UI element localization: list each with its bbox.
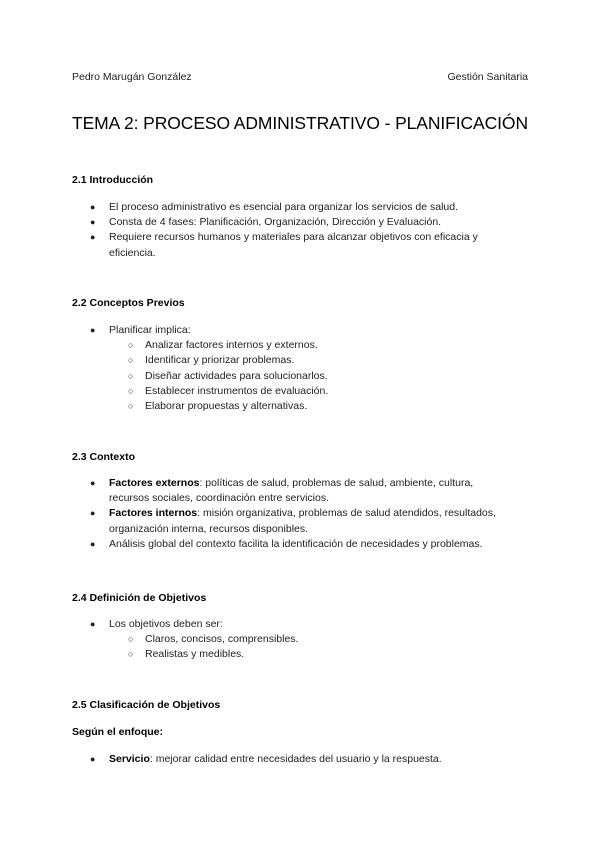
list-item: ● Consta de 4 fases: Planificación, Organización, Dirección y Evaluación. xyxy=(0,215,600,230)
bullet-icon: ● xyxy=(90,619,96,629)
introduccion-list xyxy=(0,200,600,261)
sub-list-item: ○ Claros, concisos, comprensibles. xyxy=(0,632,600,647)
bullet-icon: ● xyxy=(90,202,96,212)
header-subject: Gestión Sanitaria xyxy=(447,71,528,83)
header-author: Pedro Marugán González xyxy=(72,71,192,83)
servicio-label: Servicio xyxy=(109,753,150,765)
hollow-bullet-icon: ○ xyxy=(128,370,134,381)
page-title: TEMA 2: PROCESO ADMINISTRATIVO - PLANIFICACIÓN xyxy=(72,113,528,133)
list-item: ● Planificar implica: xyxy=(0,323,600,338)
sub-list-item: ○ Elaborar propuestas y alternativas. xyxy=(0,399,600,414)
bullet-icon: ● xyxy=(90,754,96,764)
sub-list-item: ○ Identificar y priorizar problemas. xyxy=(0,353,600,368)
factores-externos-label: Factores externos xyxy=(109,477,200,489)
sub-list-item: ○ Diseñar actividades para solucionarlos. xyxy=(0,369,600,384)
list-item: ● Requiere recursos humanos y materiales para alcanzar objetivos con eficacia y eficiencia. xyxy=(90,231,478,259)
hollow-bullet-icon: ○ xyxy=(128,649,134,660)
factores-internos-label: Factores internos xyxy=(109,507,198,520)
definicion-list xyxy=(0,617,600,663)
sub-list-item: ○ Analizar factores internos y externos. xyxy=(0,338,600,353)
bullet-icon: ● xyxy=(90,217,96,228)
section-heading-contexto: 2.3 Contexto xyxy=(72,451,136,463)
subheading-segun-enfoque: Según el enfoque: xyxy=(72,726,164,738)
sub-list-item: ○ Realistas y medibles. xyxy=(0,647,600,662)
clasificacion-list xyxy=(0,752,600,767)
list-item: ● Factores internos: misión organizativa, problemas de salud atendidos, resultados, organización interna, recursos disponibles. xyxy=(90,507,496,535)
hollow-bullet-icon: ○ xyxy=(128,355,134,366)
hollow-bullet-icon: ○ xyxy=(128,340,134,351)
section-heading-clasificacion-objetivos: 2.5 Clasificación de Objetivos xyxy=(72,699,221,711)
list-item: ● Servicio: mejorar calidad entre necesidades del usuario y la respuesta. xyxy=(0,752,600,767)
section-heading-introduccion: 2.1 Introducción xyxy=(72,174,154,186)
contexto-list xyxy=(0,476,600,552)
bullet-icon: ● xyxy=(90,538,96,549)
list-item: ● El proceso administrativo es esencial para organizar los servicios de salud. xyxy=(0,200,600,215)
list-item: ● Los objetivos deben ser: xyxy=(0,617,600,632)
list-item: ● Factores externos: políticas de salud, problemas de salud, ambiente, cultura, recursos sociales, coordinación entre servicios. xyxy=(90,477,474,505)
bullet-icon: ● xyxy=(90,325,96,335)
list-item: ● Análisis global del contexto facilita la identificación de necesidades y problemas. xyxy=(0,537,600,552)
hollow-bullet-icon: ○ xyxy=(128,634,134,645)
bullet-icon: ● xyxy=(90,508,96,519)
section-heading-conceptos-previos: 2.2 Conceptos Previos xyxy=(72,297,185,309)
hollow-bullet-icon: ○ xyxy=(128,401,134,412)
section-heading-definicion-objetivos: 2.4 Definición de Objetivos xyxy=(72,592,207,604)
bullet-icon: ● xyxy=(90,232,96,243)
conceptos-list xyxy=(0,323,600,414)
bullet-icon: ● xyxy=(90,478,96,488)
sub-list-item: ○ Establecer instrumentos de evaluación. xyxy=(0,384,600,399)
hollow-bullet-icon: ○ xyxy=(128,385,134,396)
